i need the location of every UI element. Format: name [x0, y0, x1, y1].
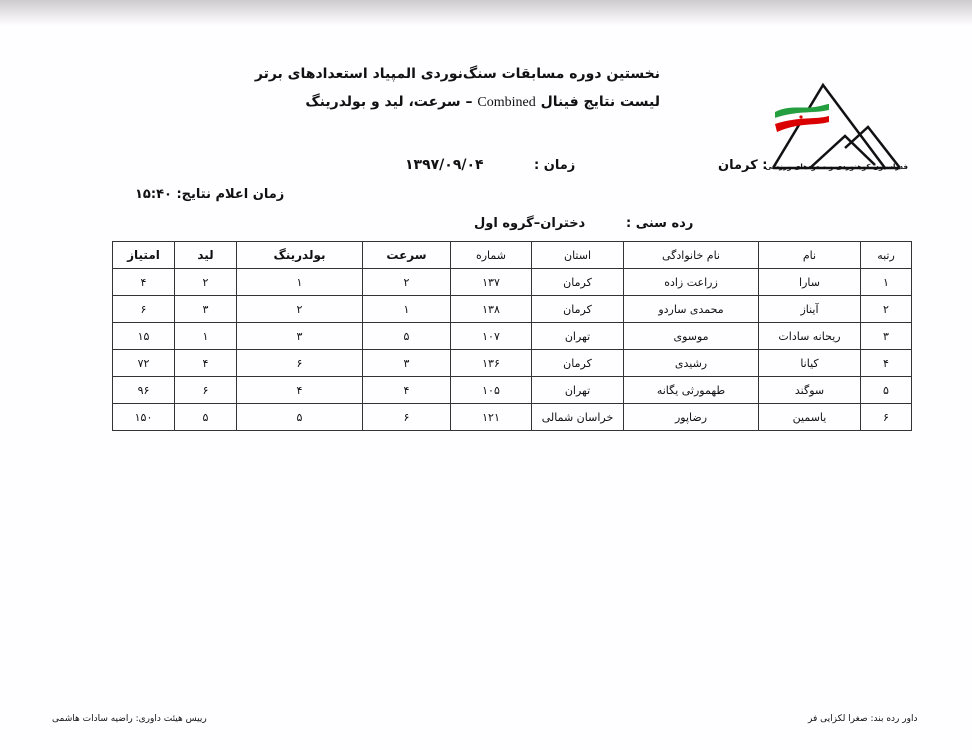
cell-rank: ۴	[861, 350, 912, 377]
table-row	[113, 404, 912, 431]
cell-number: ۱۳۸	[451, 296, 532, 323]
cell-last: زراعت زاده	[624, 269, 759, 296]
cell-boulder: ۴	[237, 377, 363, 404]
cell-province: کرمان	[532, 269, 624, 296]
flag-emblem	[799, 115, 802, 118]
document-subtitle	[305, 94, 660, 111]
cell-speed: ۶	[363, 404, 451, 431]
header-score: امتیاز	[113, 242, 175, 269]
cell-lead: ۴	[175, 350, 237, 377]
cell-province: کرمان	[532, 350, 624, 377]
date-value: ۱۳۹۷/۰۹/۰۴	[405, 157, 484, 173]
header-province: استان	[532, 242, 624, 269]
header-lead: لید	[175, 242, 237, 269]
cell-province: کرمان	[532, 296, 624, 323]
cell-rank: ۵	[861, 377, 912, 404]
cell-first: سوگند	[759, 377, 861, 404]
cell-lead: ۶	[175, 377, 237, 404]
cell-rank: ۳	[861, 323, 912, 350]
cell-speed: ۳	[363, 350, 451, 377]
top-shadow	[0, 0, 972, 26]
header-first-name: نام	[759, 242, 861, 269]
subtitle-latin: Combined	[477, 95, 536, 110]
table-header-row	[113, 242, 912, 269]
header-number: شماره	[451, 242, 532, 269]
date-label: زمان :	[534, 158, 576, 173]
header-boulder: بولدرینگ	[237, 242, 363, 269]
cell-score: ۴	[113, 269, 175, 296]
cell-boulder: ۳	[237, 323, 363, 350]
cell-speed: ۲	[363, 269, 451, 296]
age-category-value: دختران–گروه اول	[474, 216, 586, 231]
announce-time: زمان اعلام نتایج: ۱۵:۴۰	[135, 187, 285, 202]
head-judge-signature: رییس هیئت داوری: راضیه سادات هاشمی	[52, 714, 207, 724]
logo-caption: فدراسیون کوهنوردی و صعودهای ورزشی	[765, 163, 908, 171]
cell-boulder: ۱	[237, 269, 363, 296]
table-row	[113, 269, 912, 296]
cell-boulder: ۶	[237, 350, 363, 377]
cell-score: ۷۲	[113, 350, 175, 377]
cell-last: طهمورثی یگانه	[624, 377, 759, 404]
table-row	[113, 377, 912, 404]
cell-last: رشیدی	[624, 350, 759, 377]
cell-number: ۱۳۷	[451, 269, 532, 296]
header-speed: سرعت	[363, 242, 451, 269]
table-row	[113, 323, 912, 350]
cell-score: ۱۵۰	[113, 404, 175, 431]
ranking-judge-signature: داور رده بند: صغرا لکزایی فر	[808, 714, 918, 724]
cell-last: رضاپور	[624, 404, 759, 431]
results-table	[112, 241, 912, 431]
cell-number: ۱۰۷	[451, 323, 532, 350]
cell-lead: ۵	[175, 404, 237, 431]
cell-lead: ۱	[175, 323, 237, 350]
cell-province: تهران	[532, 377, 624, 404]
cell-number: ۱۰۵	[451, 377, 532, 404]
cell-speed: ۱	[363, 296, 451, 323]
cell-province: خراسان شمالی	[532, 404, 624, 431]
header-last-name: نام خانوادگی	[624, 242, 759, 269]
age-category-label: رده سنی :	[626, 216, 694, 231]
cell-score: ۱۵	[113, 323, 175, 350]
cell-rank: ۲	[861, 296, 912, 323]
cell-speed: ۵	[363, 323, 451, 350]
table-row	[113, 296, 912, 323]
cell-rank: ۶	[861, 404, 912, 431]
cell-rank: ۱	[861, 269, 912, 296]
cell-province: تهران	[532, 323, 624, 350]
document-title: نخستین دوره مسابقات سنگ‌نوردی المپیاد استعدادهای برتر	[254, 66, 660, 82]
cell-number: ۱۳۶	[451, 350, 532, 377]
table-row	[113, 350, 912, 377]
cell-number: ۱۲۱	[451, 404, 532, 431]
subtitle-suffix: – سرعت، لید و بولدرینگ	[305, 94, 473, 110]
cell-score: ۹۶	[113, 377, 175, 404]
cell-boulder: ۵	[237, 404, 363, 431]
cell-boulder: ۲	[237, 296, 363, 323]
cell-lead: ۲	[175, 269, 237, 296]
cell-first: کیانا	[759, 350, 861, 377]
cell-score: ۶	[113, 296, 175, 323]
cell-first: سارا	[759, 269, 861, 296]
cell-first: ریحانه سادات	[759, 323, 861, 350]
header-rank: رتبه	[861, 242, 912, 269]
cell-first: آیناز	[759, 296, 861, 323]
subtitle-prefix: لیست نتایج فینال	[540, 94, 660, 110]
cell-first: یاسمین	[759, 404, 861, 431]
cell-last: محمدی ساردو	[624, 296, 759, 323]
location: : کرمان	[718, 158, 768, 173]
cell-speed: ۴	[363, 377, 451, 404]
cell-lead: ۳	[175, 296, 237, 323]
cell-last: موسوی	[624, 323, 759, 350]
